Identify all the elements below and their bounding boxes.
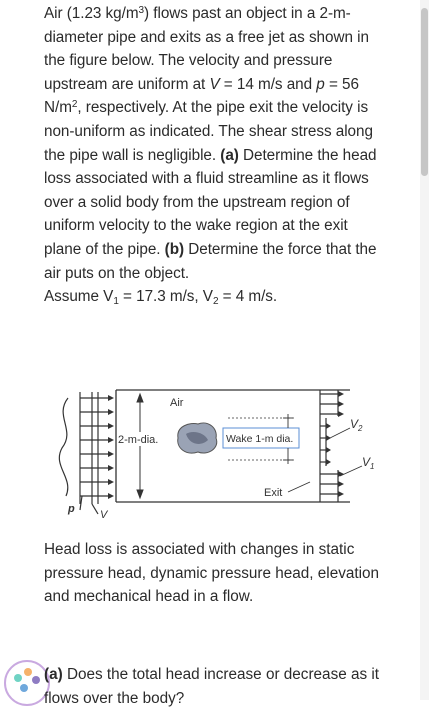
upstream-velocity-label: V (100, 509, 108, 520)
exit-label: Exit (264, 487, 283, 499)
part-a-label: (a) (220, 146, 239, 164)
air-label: Air (170, 397, 184, 409)
superscript: 3 (138, 5, 145, 16)
assumption-text: = 17.3 m/s, V (118, 288, 213, 306)
avatar-dot (32, 676, 40, 684)
step-text: Does the total head increase or decrease as it flows over the body? (44, 666, 380, 707)
exit-pointer (288, 482, 310, 492)
problem-paragraph (44, 2, 389, 285)
pipe-flow-figure (58, 386, 378, 520)
velocity-leaders (330, 428, 362, 476)
problem-text-part: = 56 N/m (44, 75, 359, 117)
wake-label: Wake 1-m dia. (226, 433, 294, 445)
answer-text: Head loss is associated with changes in static pressure head, dynamic pressure head, elevation and mechanical head in a flow. (44, 541, 380, 606)
variable-p: p (316, 75, 325, 93)
pressure-label: p (68, 503, 75, 515)
problem-text-part: , respectively. At the pipe exit the velocity is non-uniform as indicated. The shear stress along the pipe wall is negligible. (44, 99, 373, 164)
v1-label: $V_1$ (362, 455, 375, 471)
avatar-dot (24, 668, 32, 676)
assumption-text: Assume V (44, 288, 114, 306)
step-label: (a) (44, 666, 63, 683)
subscript: 2 (212, 296, 219, 308)
exit-profile (320, 390, 338, 502)
diameter-label: 2-m-dia. (118, 434, 159, 446)
upstream-arrowheads (108, 395, 114, 499)
problem-text-part: Determine the force that the air puts on the object. (44, 240, 377, 282)
problem-text-part: Determine the head loss associated with a fluid streamline as it flows over a solid body from the upstream region of uniform velocity to the wake region at the exit plane of the pipe. (44, 146, 377, 258)
scrollbar[interactable] (420, 0, 429, 700)
pipe-diagram (58, 386, 378, 520)
assumption-text: = 4 m/s. (218, 288, 278, 306)
problem-text-part: Air (1.23 kg/m (44, 5, 139, 22)
part-b-label: (b) (164, 240, 185, 258)
subscript: 1 (113, 296, 119, 308)
v2-label: $V_2$ (350, 417, 363, 433)
avatar-dot (20, 684, 28, 692)
exit-arrowheads (326, 391, 344, 497)
problem-text (44, 2, 389, 309)
scrollbar-thumb[interactable] (421, 8, 428, 176)
problem-text-part: ) flows past an object in a 2-m-diameter pipe and exits as a free jet as shown in the figure below. The velocity and pressure upstream are uniform at (44, 5, 369, 93)
superscript: 2 (71, 99, 78, 111)
step-question (44, 663, 384, 710)
assumption-line (44, 285, 389, 309)
avatar-dot (14, 674, 22, 682)
upstream-profile (59, 392, 108, 514)
problem-statement (44, 0, 389, 309)
problem-text-part: = 14 m/s and (219, 75, 317, 93)
variable-v: V (209, 75, 220, 93)
